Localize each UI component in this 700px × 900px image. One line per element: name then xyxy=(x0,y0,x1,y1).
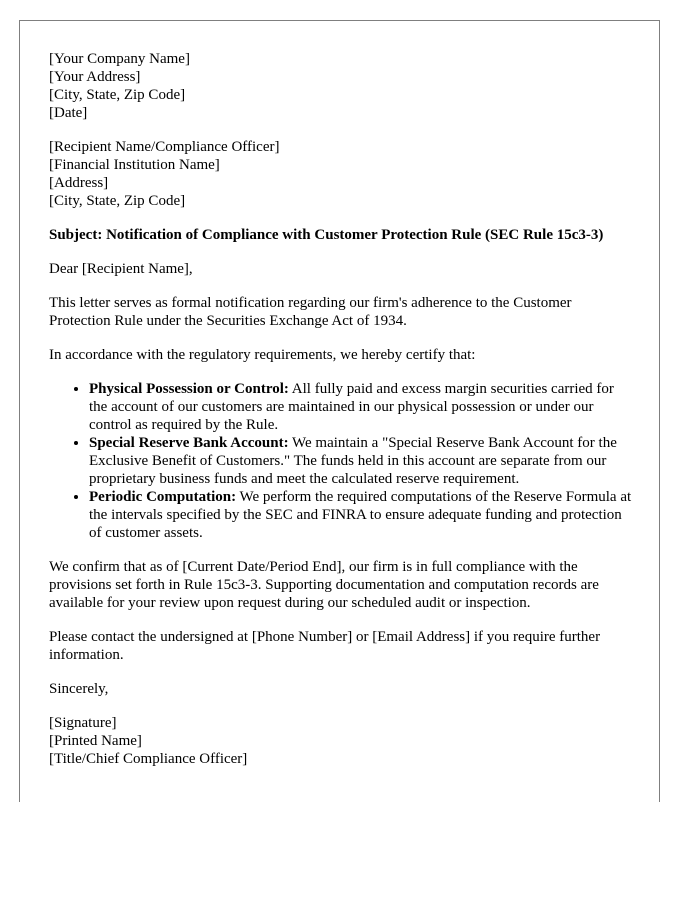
signature-placeholder: [Signature] xyxy=(49,715,117,731)
list-item xyxy=(89,434,634,488)
subject-line: Subject: Notification of Compliance with Customer Protection Rule (SEC Rule 15c3-3) xyxy=(49,227,604,243)
list-item xyxy=(89,488,634,542)
letter-content xyxy=(49,50,634,784)
list-item-term: Physical Possession or Control: xyxy=(89,381,289,397)
closing: Sincerely, xyxy=(49,681,109,697)
recipient-city-state-zip: [City, State, Zip Code] xyxy=(49,193,186,209)
letter-date: [Date] xyxy=(49,105,88,121)
sender-company: [Your Company Name] xyxy=(49,51,190,67)
list-item-text: We maintain a "Special Reserve Bank Account for the Exclusive Benefit of Customers." The funds held in this account are separate from our proprietary business funds and meet the calculated reserve requirement. xyxy=(89,435,617,487)
certify-lead: In accordance with the regulatory requirements, we hereby certify that: xyxy=(49,347,476,363)
recipient-block xyxy=(49,138,634,210)
list-item-term: Special Reserve Bank Account: xyxy=(89,435,289,451)
contact-paragraph: Please contact the undersigned at [Phone Number] or [Email Address] if you require further information. xyxy=(49,629,601,663)
intro-paragraph: This letter serves as formal notification regarding our firm's adherence to the Customer Protection Rule under the Securities Exchange Act of 1934. xyxy=(49,295,572,329)
signature-block xyxy=(49,714,634,768)
confirmation-paragraph: We confirm that as of [Current Date/Period End], our firm is in full compliance with the provisions set forth in Rule 15c3-3. Supporting documentation and computation records are available for your review upon request during our scheduled audit or inspection. xyxy=(49,559,599,611)
recipient-address: [Address] xyxy=(49,175,109,191)
recipient-institution: [Financial Institution Name] xyxy=(49,157,220,173)
list-item xyxy=(89,380,634,434)
recipient-name: [Recipient Name/Compliance Officer] xyxy=(49,139,280,155)
sender-block xyxy=(49,50,634,122)
certification-list xyxy=(49,380,634,542)
signer-title: [Title/Chief Compliance Officer] xyxy=(49,751,248,767)
list-item-text: All fully paid and excess margin securities carried for the account of our customers are maintained in our physical possession or under our control as required by the Rule. xyxy=(89,381,614,433)
salutation: Dear [Recipient Name], xyxy=(49,261,193,277)
printed-name: [Printed Name] xyxy=(49,733,142,749)
letter-page xyxy=(19,20,660,802)
list-item-text: We perform the required computations of the Reserve Formula at the intervals specified by the SEC and FINRA to ensure adequate funding and protection of customer assets. xyxy=(89,489,632,541)
sender-address: [Your Address] xyxy=(49,69,141,85)
list-item-term: Periodic Computation: xyxy=(89,489,237,505)
sender-city-state-zip: [City, State, Zip Code] xyxy=(49,87,186,103)
